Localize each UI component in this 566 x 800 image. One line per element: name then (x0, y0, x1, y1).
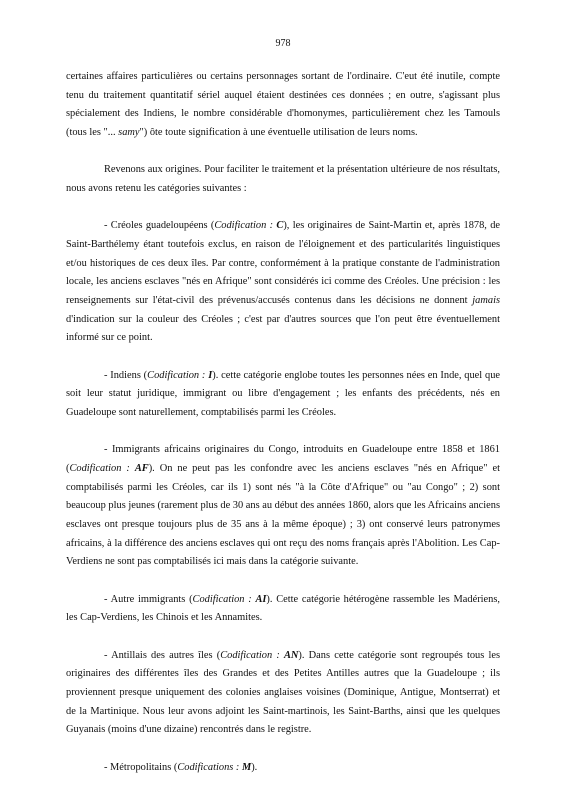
body-text (66, 68, 500, 777)
codification-label: Codification : (192, 593, 256, 605)
paragraph-gap (66, 199, 500, 218)
text-run: ). Dans cette catégorie sont regroupés tous les originaires des différentes îles des Grandes et des Petites Antilles autres que la Guadeloupe ; ils proviennent presque uniquement des colonies anglaises voisines (Dominique, Antigue, Montserrat) et de la Martinique. Nous leur avons adjoint les Saint-martinois, les Saint-Barths, ainsi que les quelques Guyanais (moins d'une dizaine) rencontrés dans le registre. (66, 649, 501, 736)
codification-code: AF (134, 462, 149, 474)
text-run: ). (251, 761, 258, 773)
codification-label: Codification : (147, 369, 209, 381)
paragraph-continuation (66, 68, 500, 143)
paragraph-creoles (66, 217, 500, 348)
text-run: certaines affaires particulières ou certains personnages sortant de l'ordinaire. C'eut été inutile, compte tenu du traitement quantitatif sériel auquel étaient destinées ces données ; en outre, s'agissant plus spécialement des Indiens, le nombre considérable d'homonymes, particulièrement chez les Tamouls (tous les "... (66, 71, 500, 139)
text-run: - Créoles guadeloupéens ( (104, 220, 215, 232)
paragraph-metropolitains (66, 759, 500, 778)
codification-code: M (241, 761, 252, 773)
paragraph-gap (66, 628, 500, 647)
text-run: d'indication sur la couleur des Créoles ; c'est par d'autres sources que l'on peut être éventuellement informé sur ce point. (66, 313, 500, 344)
paragraph-africains (66, 441, 500, 572)
text-run: - Métropolitains ( (104, 761, 178, 773)
paragraph-gap (66, 423, 500, 442)
paragraph-gap (66, 740, 500, 759)
codification-code: I (208, 369, 213, 381)
paragraph-gap (66, 348, 500, 367)
codification-code: AI (255, 593, 267, 605)
codification-label: Codification : (220, 649, 284, 661)
page-number: 978 (275, 38, 291, 49)
text-run: Revenons aux origines. Pour faciliter le traitement et la présentation ultérieure de nos résultats, nous avons retenu les catégories suivantes : (66, 164, 500, 195)
text-run: - Immigrants africains originaires du Congo, introduits en Guadeloupe entre 1858 et 1861 ( (66, 444, 500, 474)
paragraph-gap (66, 143, 500, 162)
paragraph-antillais (66, 647, 500, 741)
codification-code: C (276, 220, 284, 232)
paragraph-indiens (66, 367, 500, 423)
text-run: ), les originaires de Saint-Martin et, après 1878, de Saint-Barthélemy étant toutefois exclus, en raison de l'éloignement et des particularités linguistiques et/ou historiques de ces deux îles. Par contre, conformément à la pratique constante de l'administration locale, les anciens esclaves "nés en Afrique" sont considérés ici comme des Créoles. Une précision : les renseignements sur l'état-civil des prévenus/accusés contenus dans les décisions ne donnent (66, 220, 501, 307)
codification-code: AN (283, 649, 299, 661)
italic-term: samy (118, 127, 140, 139)
text-run: ") ôte toute signification à une éventuelle utilisation de leurs noms. (139, 127, 418, 139)
codification-label: Codifications : (177, 761, 242, 773)
text-run: - Autre immigrants ( (104, 593, 193, 605)
text-run: ). cette catégorie englobe toutes les personnes nées en Inde, quel que soit leur statut juridique, immigrant ou libre d'engagement ; les enfants des précédents, nés en Guadeloupe sont naturellement, comptabilisés parmi les Créoles. (66, 369, 500, 419)
paragraph-autres-immigrants (66, 591, 500, 628)
paragraph-gap (66, 572, 500, 591)
paragraph-origins-intro (66, 161, 500, 198)
codification-label: Codification : (69, 462, 135, 474)
text-run: ). Cette catégorie hétérogène rassemble les Madériens, les Cap-Verdiens, les Chinois et les Annamites. (66, 593, 501, 624)
italic-term: jamais (472, 295, 500, 307)
text-run: - Antillais des autres îles ( (104, 649, 221, 661)
codification-label: Codification : (214, 220, 277, 232)
text-run: - Indiens ( (104, 369, 148, 381)
text-run: ). On ne peut pas les confondre avec les anciens esclaves "nés en Afrique" et comptabilisés parmi les Créoles, car ils 1) sont nés "à la Côte d'Afrique" ou "au Congo" ; 2) sont beaucoup plus jeunes (rarement plus de 30 ans au début des années 1860, alors que les Africains anciens esclaves ont presque toujours plus de 35 ans à la même époque) ; 3) ont conservé leurs patronymes africains, à la différence des anciens esclaves qui ont reçu des noms français après l'Abolition. Les Cap-Verdiens ne sont pas comptabilisés ici mais dans la catégorie suivante. (66, 462, 500, 568)
